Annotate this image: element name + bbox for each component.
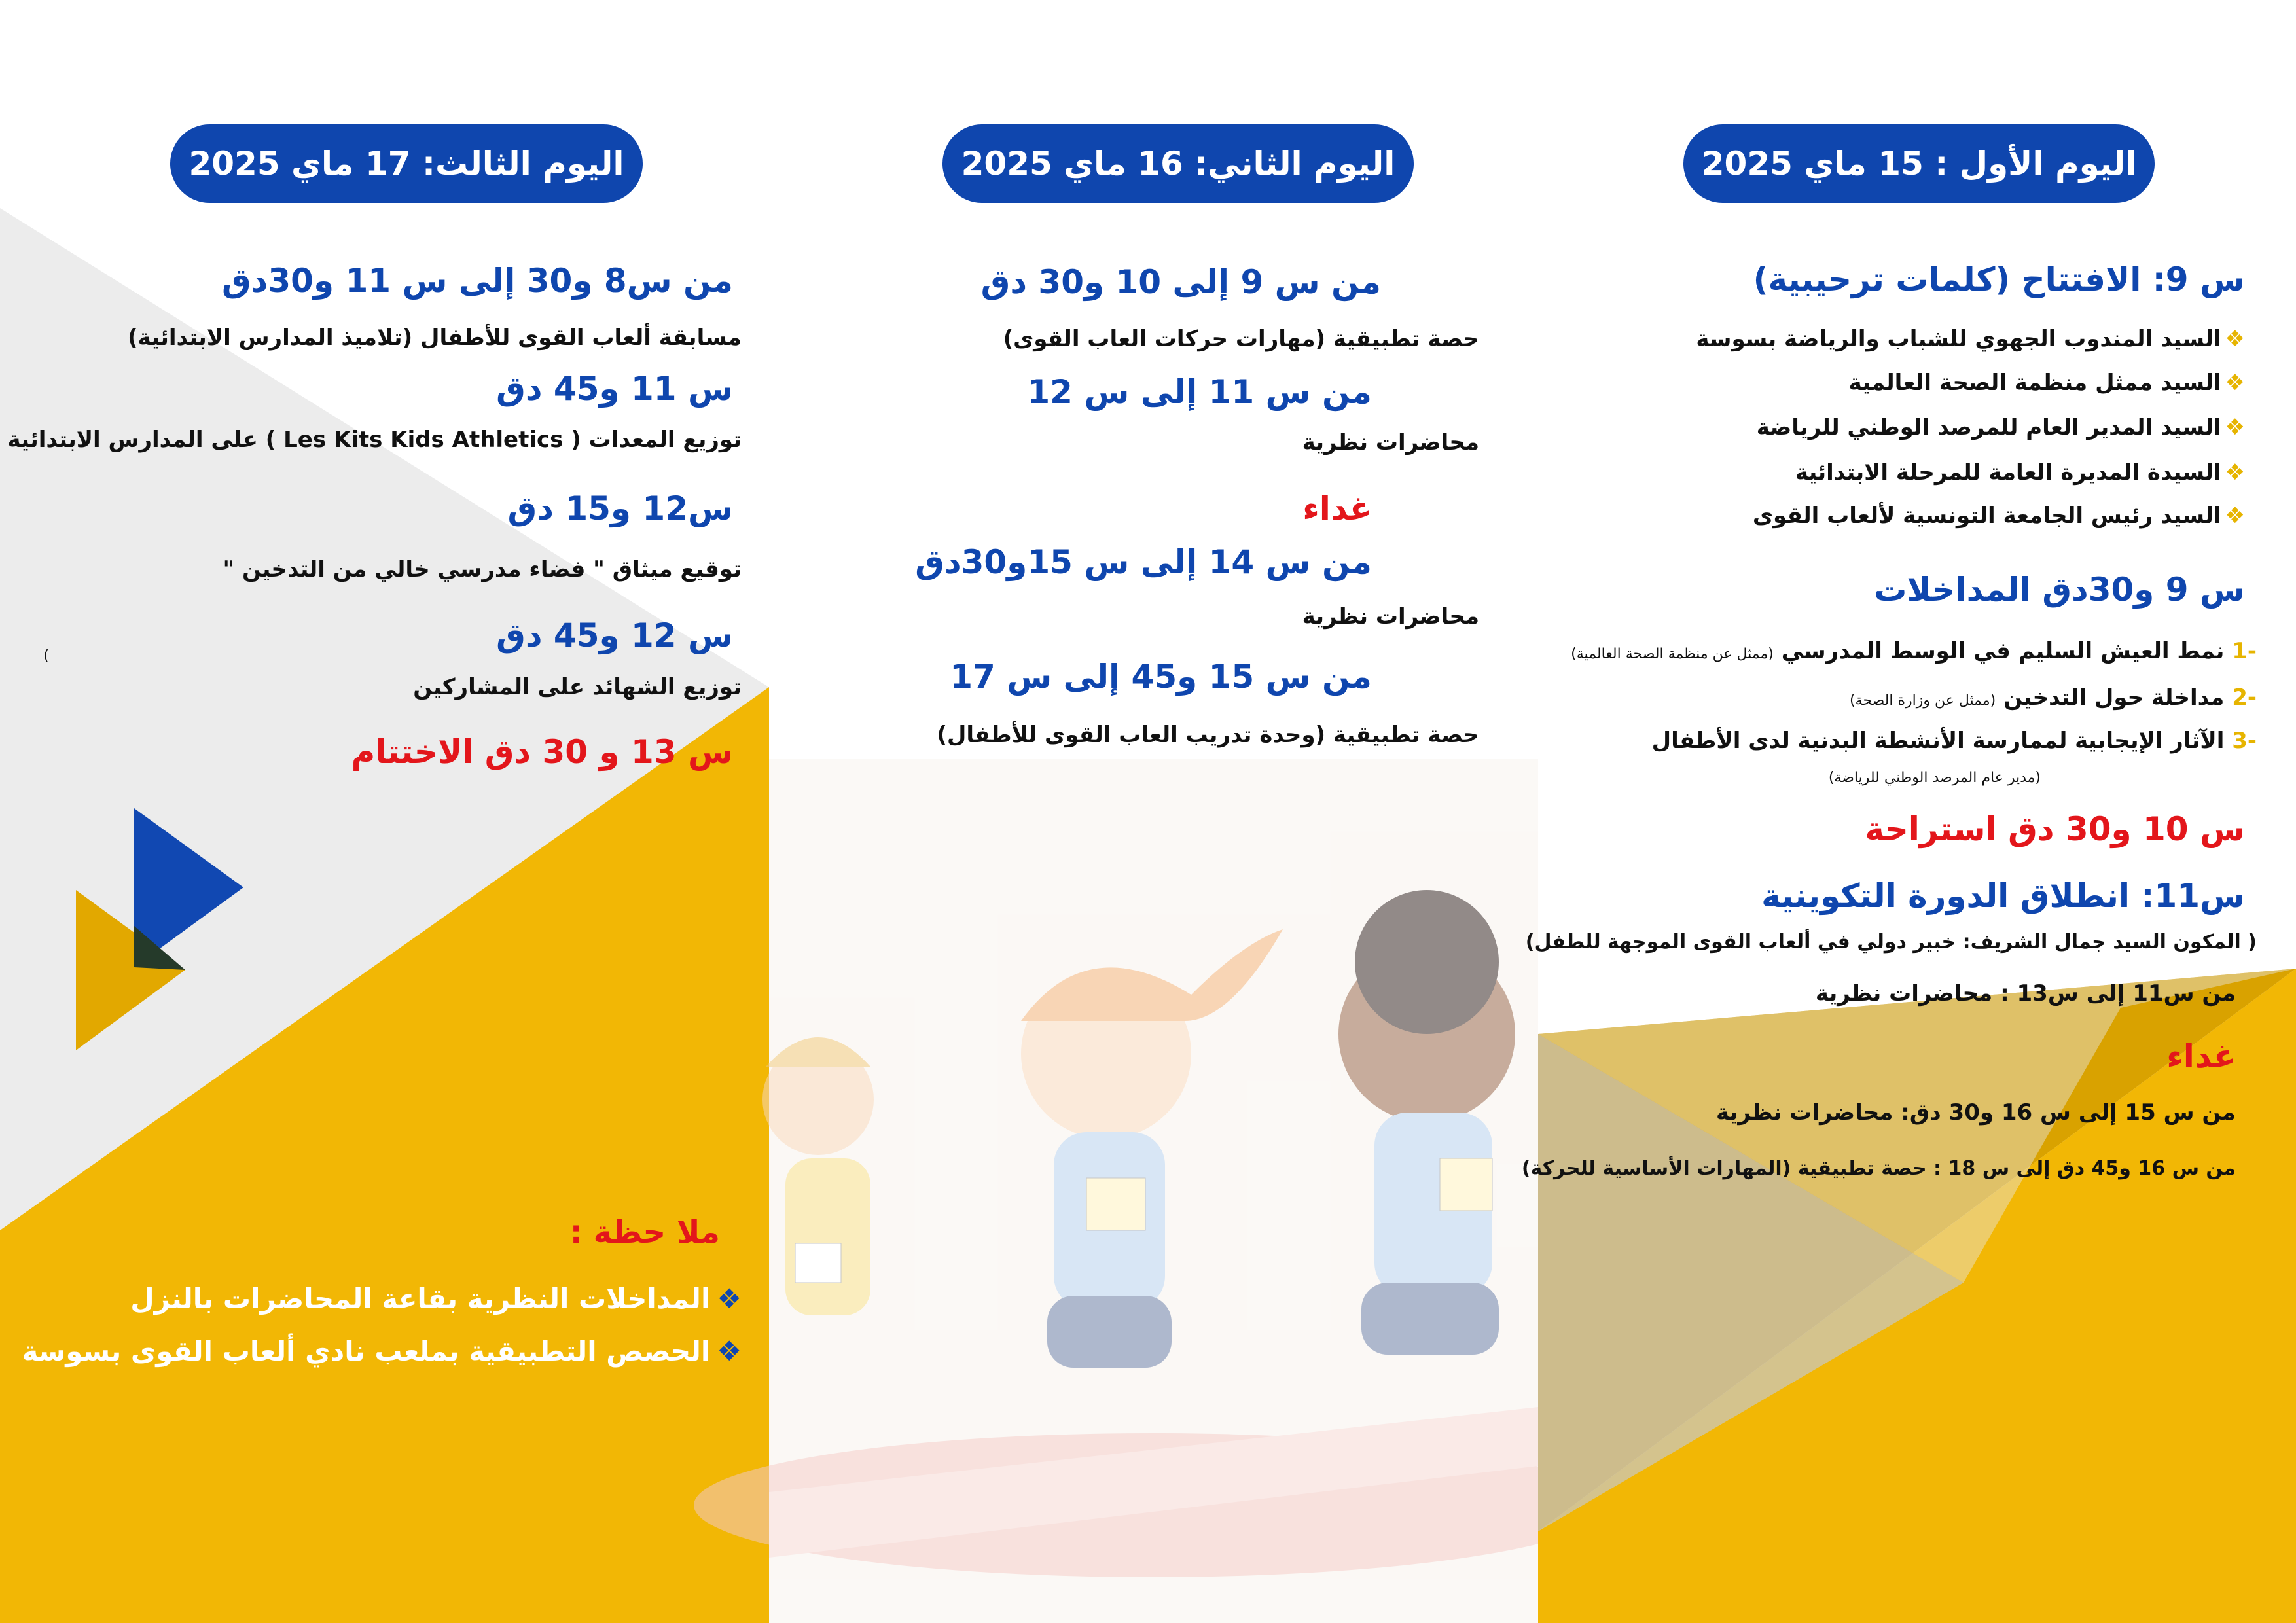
day2-lunch: غداء: [1302, 490, 1372, 527]
day1-opening: س 9: الافتتاح (كلمات ترحيبية): [1753, 260, 2245, 298]
talk-text: الآثار الإيجابية لممارسة الأنشطة البدنية لدى الأطفال: [1651, 728, 2225, 754]
day3-note-title: ملا حظة :: [569, 1214, 720, 1251]
day3-activity-4: توزيع الشهائد على المشاركين: [413, 674, 742, 700]
talk-text: مداخلة حول التدخين: [2003, 685, 2225, 711]
day1-guest-2: [1849, 370, 2245, 396]
day1-lunch: غداء: [2166, 1037, 2236, 1075]
day2-time-1: من س 9 إلى 10 و30 دق: [980, 263, 1381, 301]
day3-activity-1: مسابقة ألعاب القوى للأطفال (تلاميذ المدارس الابتدائية): [128, 325, 742, 351]
diamond-bullet-icon: ❖: [2225, 459, 2245, 486]
guest-text: السيد رئيس الجامعة التونسية لألعاب القوى: [1752, 503, 2221, 529]
day1-talks-heading: س 9 و30دق المداخلات: [1874, 571, 2245, 609]
day3-activity-2: توزيع المعدات ( Les Kits Kids Athletics ) على المدارس الابتدائية: [7, 427, 742, 453]
day3-title: اليوم الثالث: 17 ماي 2025: [188, 145, 624, 183]
day3-time-3: س12 و15 دق: [507, 490, 733, 527]
day1-break: س 10 و30 دق استراحة: [1865, 810, 2245, 848]
day1-trainer: ( المكون السيد جمال الشريف: خبير دولي في ألعاب القوى الموجهة للطفل): [1525, 931, 2257, 954]
day1-talk-1: [1571, 638, 2257, 664]
day3-time-2: س 11 و45 دق: [496, 370, 733, 408]
day1-column: [1521, 0, 2296, 1623]
day1-guest-1: [1696, 326, 2245, 352]
day3-activity-3: توقيع ميثاق " فضاء مدرسي خالي من التدخين ": [223, 556, 742, 582]
day1-slot-3: من س 16 و45 دق إلى س 18 : حصة تطبيقية (المهارات الأساسية للحركة): [1521, 1157, 2236, 1180]
note-text: الحصص التطبيقية بملعب نادي ألعاب القوى بسوسة: [22, 1335, 711, 1367]
clover-bullet-icon: ❖: [717, 1283, 742, 1315]
day1-course-start: س11: انطلاق الدورة التكوينية: [1761, 877, 2245, 915]
diamond-bullet-icon: ❖: [2225, 326, 2245, 352]
day3-title-pill: [170, 124, 643, 203]
day2-title: اليوم الثاني: 16 ماي 2025: [961, 145, 1395, 183]
day3-note-1: [130, 1283, 742, 1315]
talk-number: -3: [2232, 728, 2257, 754]
day1-talk-3: [1652, 728, 2257, 754]
day1-title-pill: [1683, 124, 2155, 203]
day3-time-4: س 12 و45 دق: [496, 616, 733, 654]
day2-time-3: من س 14 إلى س 15و30دق: [915, 543, 1372, 581]
day2-title-pill: [942, 124, 1414, 203]
day1-talk-3-speaker: (مدير عام المرصد الوطني للرياضة): [1828, 770, 2041, 786]
day2-activity-3: محاضرات نظرية: [1302, 603, 1479, 630]
day1-slot-1: من س11 إلى س13 : محاضرات نظرية: [1815, 980, 2236, 1007]
day2-time-2: من س 11 إلى س 12: [1027, 373, 1372, 411]
day1-guest-5: [1753, 503, 2245, 529]
day3-stray-paren: ): [43, 648, 49, 664]
guest-text: السيدة المديرة العامة للمرحلة الابتدائية: [1795, 459, 2221, 486]
diamond-bullet-icon: ❖: [2225, 503, 2245, 529]
day2-column: [769, 0, 1538, 1623]
talk-text: نمط العيش السليم في الوسط المدرسي: [1781, 638, 2225, 664]
diamond-bullet-icon: ❖: [2225, 370, 2245, 396]
day1-guest-4: [1795, 459, 2245, 486]
talk-speaker: (ممثل عن منظمة الصحة العالمية): [1571, 646, 1774, 662]
guest-text: السيد ممثل منظمة الصحة العالمية: [1848, 370, 2221, 396]
day2-time-4: من س 15 و45 إلى س 17: [950, 658, 1372, 696]
talk-speaker: (ممثل عن وزارة الصحة): [1850, 692, 1996, 709]
day3-closing: س 13 و 30 دق الاختتام: [351, 733, 733, 771]
talk-number: -2: [2232, 685, 2257, 711]
guest-text: السيد المدير العام للمرصد الوطني للرياضة: [1756, 414, 2221, 440]
day2-activity-4: حصة تطبيقية (وحدة تدريب العاب القوى للأطفال): [937, 722, 1479, 748]
day2-activity-2: محاضرات نظرية: [1302, 429, 1479, 455]
day1-guest-3: [1757, 414, 2245, 440]
diamond-bullet-icon: ❖: [2225, 414, 2245, 440]
day3-time-1: من س8 و30 إلى س 11 و30دق: [221, 262, 733, 300]
day1-slot-2: من س 15 إلى س 16 و30 دق: محاضرات نظرية: [1716, 1099, 2236, 1126]
day3-note-2: [22, 1335, 742, 1367]
note-text: المداخلات النظرية بقاعة المحاضرات بالنزل: [130, 1283, 711, 1315]
day1-talk-2: [1850, 685, 2257, 711]
day2-activity-1: حصة تطبيقية (مهارات حركات العاب القوى): [1003, 326, 1479, 352]
clover-bullet-icon: ❖: [717, 1335, 742, 1367]
talk-number: -1: [2232, 638, 2257, 664]
day3-column: [0, 0, 769, 1623]
guest-text: السيد المندوب الجهوي للشباب والرياضة بسوسة: [1696, 326, 2221, 352]
day1-title: اليوم الأول : 15 ماي 2025: [1701, 145, 2137, 183]
